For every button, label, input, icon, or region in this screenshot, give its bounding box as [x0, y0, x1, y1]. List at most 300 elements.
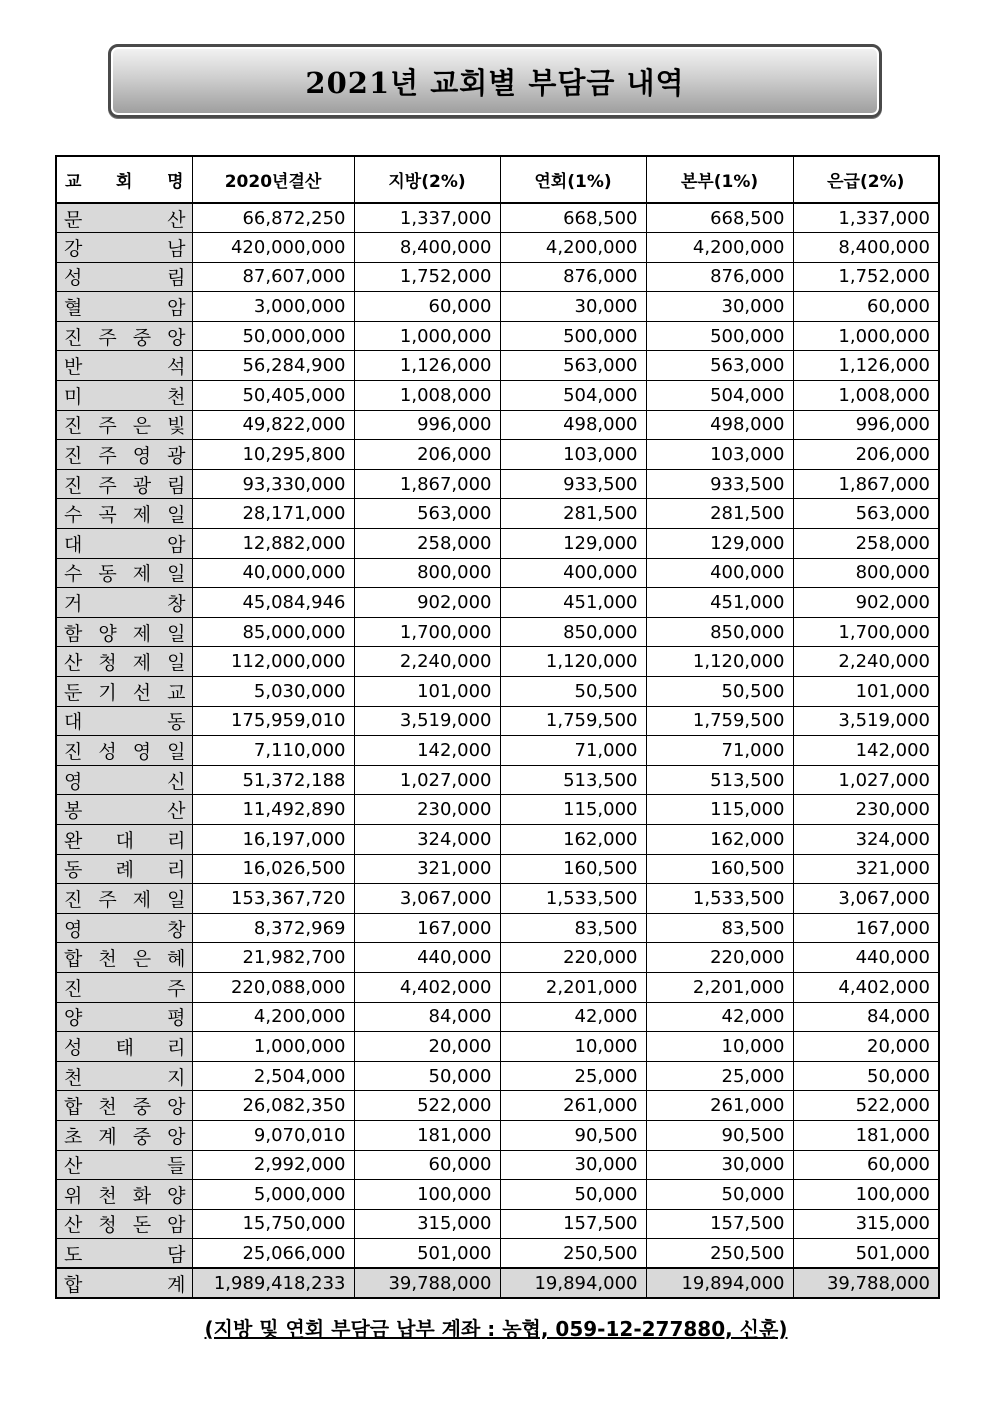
table-row [56, 1150, 939, 1180]
table-row [56, 1032, 939, 1062]
table-row [56, 558, 939, 588]
settlement-cell: 420,000,000 [192, 233, 354, 263]
district-cell: 258,000 [354, 529, 500, 559]
pension-cell: 181,000 [793, 1120, 939, 1150]
conference-cell: 250,500 [500, 1239, 646, 1269]
church-name-char: 합 [64, 1273, 83, 1296]
settlement-cell: 21,982,700 [192, 943, 354, 973]
headquarters-cell: 71,000 [646, 736, 793, 766]
church-name-char: 일 [167, 888, 186, 911]
church-name-char: 양 [167, 1184, 186, 1207]
headquarters-cell: 90,500 [646, 1120, 793, 1150]
church-name-char: 합 [64, 1096, 83, 1119]
church-name-char: 례 [115, 859, 134, 882]
church-name-char: 빛 [167, 415, 186, 438]
pension-cell: 230,000 [793, 795, 939, 825]
district-cell: 321,000 [354, 854, 500, 884]
pension-cell: 440,000 [793, 943, 939, 973]
pension-cell: 206,000 [793, 440, 939, 470]
church-name-cell [56, 884, 192, 914]
header-name-char: 회 [116, 172, 133, 192]
settlement-cell: 56,284,900 [192, 351, 354, 381]
church-name-char: 일 [167, 622, 186, 645]
district-cell: 1,700,000 [354, 617, 500, 647]
church-name-char: 주 [98, 445, 117, 468]
church-name-char: 수 [64, 563, 83, 586]
headquarters-cell: 83,500 [646, 913, 793, 943]
church-name-cell [56, 1032, 192, 1062]
conference-cell: 2,201,000 [500, 972, 646, 1002]
headquarters-cell: 563,000 [646, 351, 793, 381]
church-name-char: 곡 [98, 504, 117, 527]
church-name-cell [56, 677, 192, 707]
settlement-cell: 4,200,000 [192, 1002, 354, 1032]
church-name-char: 영 [132, 445, 152, 468]
headquarters-cell: 500,000 [646, 321, 793, 351]
table-row [56, 529, 939, 559]
church-name-char: 대 [64, 533, 83, 556]
header-pension: 은급(2%) [793, 156, 939, 203]
church-name-char: 리 [167, 859, 186, 882]
settlement-cell: 28,171,000 [192, 499, 354, 529]
church-name-cell [56, 913, 192, 943]
settlement-cell: 112,000,000 [192, 647, 354, 677]
church-name-char: 제 [132, 504, 152, 527]
church-name-char: 산 [64, 1214, 83, 1237]
church-name-char: 산 [167, 800, 186, 823]
conference-cell: 103,000 [500, 440, 646, 470]
headquarters-cell: 19,894,000 [646, 1268, 793, 1298]
settlement-cell: 7,110,000 [192, 736, 354, 766]
table-body [56, 203, 939, 1298]
church-name-char: 혈 [64, 297, 83, 320]
headquarters-cell: 50,500 [646, 677, 793, 707]
headquarters-cell: 115,000 [646, 795, 793, 825]
church-name-cell [56, 854, 192, 884]
headquarters-cell: 2,201,000 [646, 972, 793, 1002]
headquarters-cell: 42,000 [646, 1002, 793, 1032]
church-name-char: 창 [167, 593, 186, 616]
church-name-cell [56, 321, 192, 351]
table-row [56, 913, 939, 943]
church-name-char: 돈 [132, 1214, 152, 1237]
church-name-char: 양 [64, 1007, 83, 1030]
settlement-cell: 3,000,000 [192, 292, 354, 322]
district-cell: 50,000 [354, 1061, 500, 1091]
conference-cell: 162,000 [500, 824, 646, 854]
church-name-cell [56, 1239, 192, 1269]
pension-cell: 3,067,000 [793, 884, 939, 914]
settlement-cell: 85,000,000 [192, 617, 354, 647]
conference-cell: 504,000 [500, 381, 646, 411]
church-name-char: 리 [167, 1036, 186, 1059]
district-cell: 1,337,000 [354, 203, 500, 233]
headquarters-cell: 498,000 [646, 410, 793, 440]
table-row [56, 677, 939, 707]
church-name-cell [56, 1091, 192, 1121]
conference-cell: 19,894,000 [500, 1268, 646, 1298]
headquarters-cell: 30,000 [646, 292, 793, 322]
headquarters-cell: 50,000 [646, 1180, 793, 1210]
district-cell: 1,027,000 [354, 765, 500, 795]
header-name-char: 명 [167, 172, 184, 192]
pension-cell: 20,000 [793, 1032, 939, 1062]
church-name-cell [56, 765, 192, 795]
district-cell: 39,788,000 [354, 1268, 500, 1298]
church-name-char: 문 [64, 208, 83, 231]
pension-cell: 1,867,000 [793, 469, 939, 499]
header-church-name [56, 156, 192, 203]
church-name-char: 은 [132, 415, 152, 438]
settlement-cell: 1,989,418,233 [192, 1268, 354, 1298]
pension-cell: 3,519,000 [793, 706, 939, 736]
headquarters-cell: 668,500 [646, 203, 793, 233]
settlement-cell: 153,367,720 [192, 884, 354, 914]
district-cell: 2,240,000 [354, 647, 500, 677]
conference-cell: 400,000 [500, 558, 646, 588]
church-name-char: 거 [64, 593, 83, 616]
district-cell: 1,867,000 [354, 469, 500, 499]
church-name-char: 양 [98, 622, 117, 645]
church-name-char: 림 [167, 267, 186, 290]
church-name-char: 리 [167, 829, 186, 852]
pension-cell: 1,126,000 [793, 351, 939, 381]
pension-cell: 2,240,000 [793, 647, 939, 677]
district-cell: 324,000 [354, 824, 500, 854]
table-row [56, 854, 939, 884]
conference-cell: 261,000 [500, 1091, 646, 1121]
conference-cell: 50,500 [500, 677, 646, 707]
church-name-char: 동 [98, 563, 117, 586]
headquarters-cell: 876,000 [646, 262, 793, 292]
contribution-table [55, 155, 940, 1299]
church-name-char: 화 [132, 1184, 152, 1207]
conference-cell: 500,000 [500, 321, 646, 351]
church-name-char: 석 [167, 356, 186, 379]
church-name-char: 천 [98, 1096, 117, 1119]
conference-cell: 513,500 [500, 765, 646, 795]
page-title: 2021년 교회별 부담금 내역 [305, 65, 685, 100]
church-name-cell [56, 262, 192, 292]
table-row [56, 410, 939, 440]
table-row [56, 884, 939, 914]
church-name-char: 주 [98, 474, 117, 497]
church-name-char: 광 [167, 445, 186, 468]
conference-cell: 90,500 [500, 1120, 646, 1150]
church-name-cell [56, 1061, 192, 1091]
district-cell: 60,000 [354, 1150, 500, 1180]
pension-cell: 321,000 [793, 854, 939, 884]
church-name-char: 선 [132, 681, 152, 704]
church-name-char: 천 [98, 1184, 117, 1207]
settlement-cell: 8,372,969 [192, 913, 354, 943]
church-name-char: 영 [64, 770, 83, 793]
conference-cell: 933,500 [500, 469, 646, 499]
church-name-cell [56, 203, 192, 233]
church-name-char: 창 [167, 918, 186, 941]
headquarters-cell: 4,200,000 [646, 233, 793, 263]
district-cell: 996,000 [354, 410, 500, 440]
church-name-char: 일 [167, 563, 186, 586]
church-name-cell [56, 1002, 192, 1032]
church-name-char: 주 [98, 415, 117, 438]
headquarters-cell: 850,000 [646, 617, 793, 647]
settlement-cell: 220,088,000 [192, 972, 354, 1002]
headquarters-cell: 129,000 [646, 529, 793, 559]
church-name-char: 완 [64, 829, 83, 852]
church-name-char: 주 [98, 326, 117, 349]
settlement-cell: 16,026,500 [192, 854, 354, 884]
pension-cell: 1,337,000 [793, 203, 939, 233]
pension-cell: 996,000 [793, 410, 939, 440]
settlement-cell: 15,750,000 [192, 1209, 354, 1239]
church-name-char: 산 [64, 652, 83, 675]
header-settlement-2020: 2020년결산 [192, 156, 354, 203]
district-cell: 522,000 [354, 1091, 500, 1121]
church-name-char: 제 [132, 622, 152, 645]
pension-cell: 8,400,000 [793, 233, 939, 263]
headquarters-cell: 10,000 [646, 1032, 793, 1062]
pension-cell: 84,000 [793, 1002, 939, 1032]
church-name-char: 제 [132, 888, 152, 911]
conference-cell: 115,000 [500, 795, 646, 825]
pension-cell: 563,000 [793, 499, 939, 529]
church-name-char: 진 [64, 888, 83, 911]
church-name-char: 초 [64, 1125, 83, 1148]
conference-cell: 563,000 [500, 351, 646, 381]
church-name-cell [56, 351, 192, 381]
district-cell: 902,000 [354, 588, 500, 618]
church-name-char: 합 [64, 948, 83, 971]
pension-cell: 1,752,000 [793, 262, 939, 292]
church-name-cell [56, 706, 192, 736]
pension-cell: 324,000 [793, 824, 939, 854]
table-row [56, 617, 939, 647]
headquarters-cell: 157,500 [646, 1209, 793, 1239]
headquarters-cell: 1,120,000 [646, 647, 793, 677]
church-name-char: 영 [132, 740, 152, 763]
table-row [56, 736, 939, 766]
church-name-char: 남 [167, 237, 186, 260]
church-name-char: 진 [64, 474, 83, 497]
table-row [56, 469, 939, 499]
table-row [56, 262, 939, 292]
church-name-char: 진 [64, 326, 83, 349]
table-row [56, 588, 939, 618]
settlement-cell: 16,197,000 [192, 824, 354, 854]
settlement-cell: 2,504,000 [192, 1061, 354, 1091]
settlement-cell: 45,084,946 [192, 588, 354, 618]
district-cell: 1,008,000 [354, 381, 500, 411]
pension-cell: 1,008,000 [793, 381, 939, 411]
church-name-char: 천 [167, 385, 186, 408]
church-name-cell [56, 529, 192, 559]
headquarters-cell: 933,500 [646, 469, 793, 499]
pension-cell: 1,000,000 [793, 321, 939, 351]
church-name-cell [56, 972, 192, 1002]
table-row [56, 1239, 939, 1269]
church-name-char: 동 [167, 711, 186, 734]
pension-cell: 60,000 [793, 292, 939, 322]
district-cell: 563,000 [354, 499, 500, 529]
settlement-cell: 40,000,000 [192, 558, 354, 588]
church-name-char: 진 [64, 977, 83, 1000]
headquarters-cell: 504,000 [646, 381, 793, 411]
church-name-char: 일 [167, 504, 186, 527]
church-name-char: 중 [132, 1125, 152, 1148]
church-name-char: 성 [98, 740, 117, 763]
settlement-cell: 50,405,000 [192, 381, 354, 411]
church-name-char: 천 [98, 948, 117, 971]
church-name-cell [56, 410, 192, 440]
conference-cell: 160,500 [500, 854, 646, 884]
church-name-cell [56, 1120, 192, 1150]
church-name-char: 중 [132, 326, 152, 349]
church-name-char: 대 [115, 829, 134, 852]
church-name-cell [56, 795, 192, 825]
headquarters-cell: 1,533,500 [646, 884, 793, 914]
headquarters-cell: 220,000 [646, 943, 793, 973]
pension-cell: 1,700,000 [793, 617, 939, 647]
district-cell: 3,519,000 [354, 706, 500, 736]
district-cell: 230,000 [354, 795, 500, 825]
conference-cell: 30,000 [500, 292, 646, 322]
conference-cell: 876,000 [500, 262, 646, 292]
headquarters-cell: 400,000 [646, 558, 793, 588]
conference-cell: 50,000 [500, 1180, 646, 1210]
headquarters-cell: 513,500 [646, 765, 793, 795]
conference-cell: 25,000 [500, 1061, 646, 1091]
headquarters-cell: 162,000 [646, 824, 793, 854]
table-row [56, 1091, 939, 1121]
church-name-char: 제 [132, 563, 152, 586]
district-cell: 20,000 [354, 1032, 500, 1062]
church-name-char: 강 [64, 237, 83, 260]
church-name-cell [56, 1209, 192, 1239]
church-name-char: 산 [167, 208, 186, 231]
church-name-char: 평 [167, 1007, 186, 1030]
church-name-cell [56, 469, 192, 499]
church-name-char: 성 [64, 267, 83, 290]
title-banner [108, 44, 882, 118]
church-name-char: 신 [167, 770, 186, 793]
church-name-char: 봉 [64, 800, 83, 823]
settlement-cell: 50,000,000 [192, 321, 354, 351]
table-row [56, 1209, 939, 1239]
church-name-char: 담 [167, 1243, 186, 1266]
church-name-cell [56, 588, 192, 618]
church-name-char: 영 [64, 918, 83, 941]
district-cell: 440,000 [354, 943, 500, 973]
table-row [56, 795, 939, 825]
pension-cell: 522,000 [793, 1091, 939, 1121]
district-cell: 1,000,000 [354, 321, 500, 351]
pension-cell: 100,000 [793, 1180, 939, 1210]
church-name-cell [56, 824, 192, 854]
church-name-char: 암 [167, 297, 186, 320]
table-row [56, 440, 939, 470]
header-district: 지방(2%) [354, 156, 500, 203]
settlement-cell: 2,992,000 [192, 1150, 354, 1180]
church-name-char: 앙 [167, 1125, 186, 1148]
table-row [56, 647, 939, 677]
pension-cell: 315,000 [793, 1209, 939, 1239]
settlement-cell: 51,372,188 [192, 765, 354, 795]
conference-cell: 451,000 [500, 588, 646, 618]
church-name-char: 혜 [167, 948, 186, 971]
church-name-cell [56, 233, 192, 263]
conference-cell: 83,500 [500, 913, 646, 943]
table-row [56, 1061, 939, 1091]
district-cell: 167,000 [354, 913, 500, 943]
district-cell: 142,000 [354, 736, 500, 766]
church-name-char: 천 [64, 1066, 83, 1089]
headquarters-cell: 250,500 [646, 1239, 793, 1269]
church-name-char: 도 [64, 1243, 83, 1266]
pension-cell: 50,000 [793, 1061, 939, 1091]
table-row [56, 972, 939, 1002]
district-cell: 1,126,000 [354, 351, 500, 381]
conference-cell: 850,000 [500, 617, 646, 647]
church-name-char: 일 [167, 652, 186, 675]
table-row [56, 943, 939, 973]
table-row [56, 824, 939, 854]
conference-cell: 1,120,000 [500, 647, 646, 677]
conference-cell: 1,533,500 [500, 884, 646, 914]
church-name-char: 수 [64, 504, 83, 527]
pension-cell: 142,000 [793, 736, 939, 766]
church-name-char: 일 [167, 740, 186, 763]
church-name-char: 진 [64, 445, 83, 468]
settlement-cell: 10,295,800 [192, 440, 354, 470]
settlement-cell: 93,330,000 [192, 469, 354, 499]
headquarters-cell: 1,759,500 [646, 706, 793, 736]
church-name-cell [56, 1268, 192, 1298]
settlement-cell: 9,070,010 [192, 1120, 354, 1150]
church-name-char: 암 [167, 533, 186, 556]
pension-cell: 800,000 [793, 558, 939, 588]
church-name-char: 동 [64, 859, 83, 882]
pension-cell: 1,027,000 [793, 765, 939, 795]
district-cell: 315,000 [354, 1209, 500, 1239]
district-cell: 60,000 [354, 292, 500, 322]
pension-cell: 258,000 [793, 529, 939, 559]
church-name-char: 둔 [64, 681, 83, 704]
conference-cell: 10,000 [500, 1032, 646, 1062]
district-cell: 4,402,000 [354, 972, 500, 1002]
total-row [56, 1268, 939, 1298]
church-name-char: 지 [167, 1066, 186, 1089]
church-name-cell [56, 736, 192, 766]
church-name-char: 광 [132, 474, 152, 497]
district-cell: 3,067,000 [354, 884, 500, 914]
conference-cell: 1,759,500 [500, 706, 646, 736]
table-row [56, 1180, 939, 1210]
table-row [56, 706, 939, 736]
conference-cell: 281,500 [500, 499, 646, 529]
church-name-char: 위 [64, 1184, 83, 1207]
bank-account-note: (지방 및 연회 부담금 납부 계좌 : 농협, 059-12-277880, 신훈) [204, 1317, 788, 1341]
church-name-char: 들 [167, 1155, 186, 1178]
church-name-char: 제 [132, 652, 152, 675]
church-name-char: 진 [64, 415, 83, 438]
table-header-row [56, 156, 939, 203]
table-row [56, 1002, 939, 1032]
header-headquarters: 본부(1%) [646, 156, 793, 203]
pension-cell: 4,402,000 [793, 972, 939, 1002]
settlement-cell: 5,030,000 [192, 677, 354, 707]
table-row [56, 381, 939, 411]
